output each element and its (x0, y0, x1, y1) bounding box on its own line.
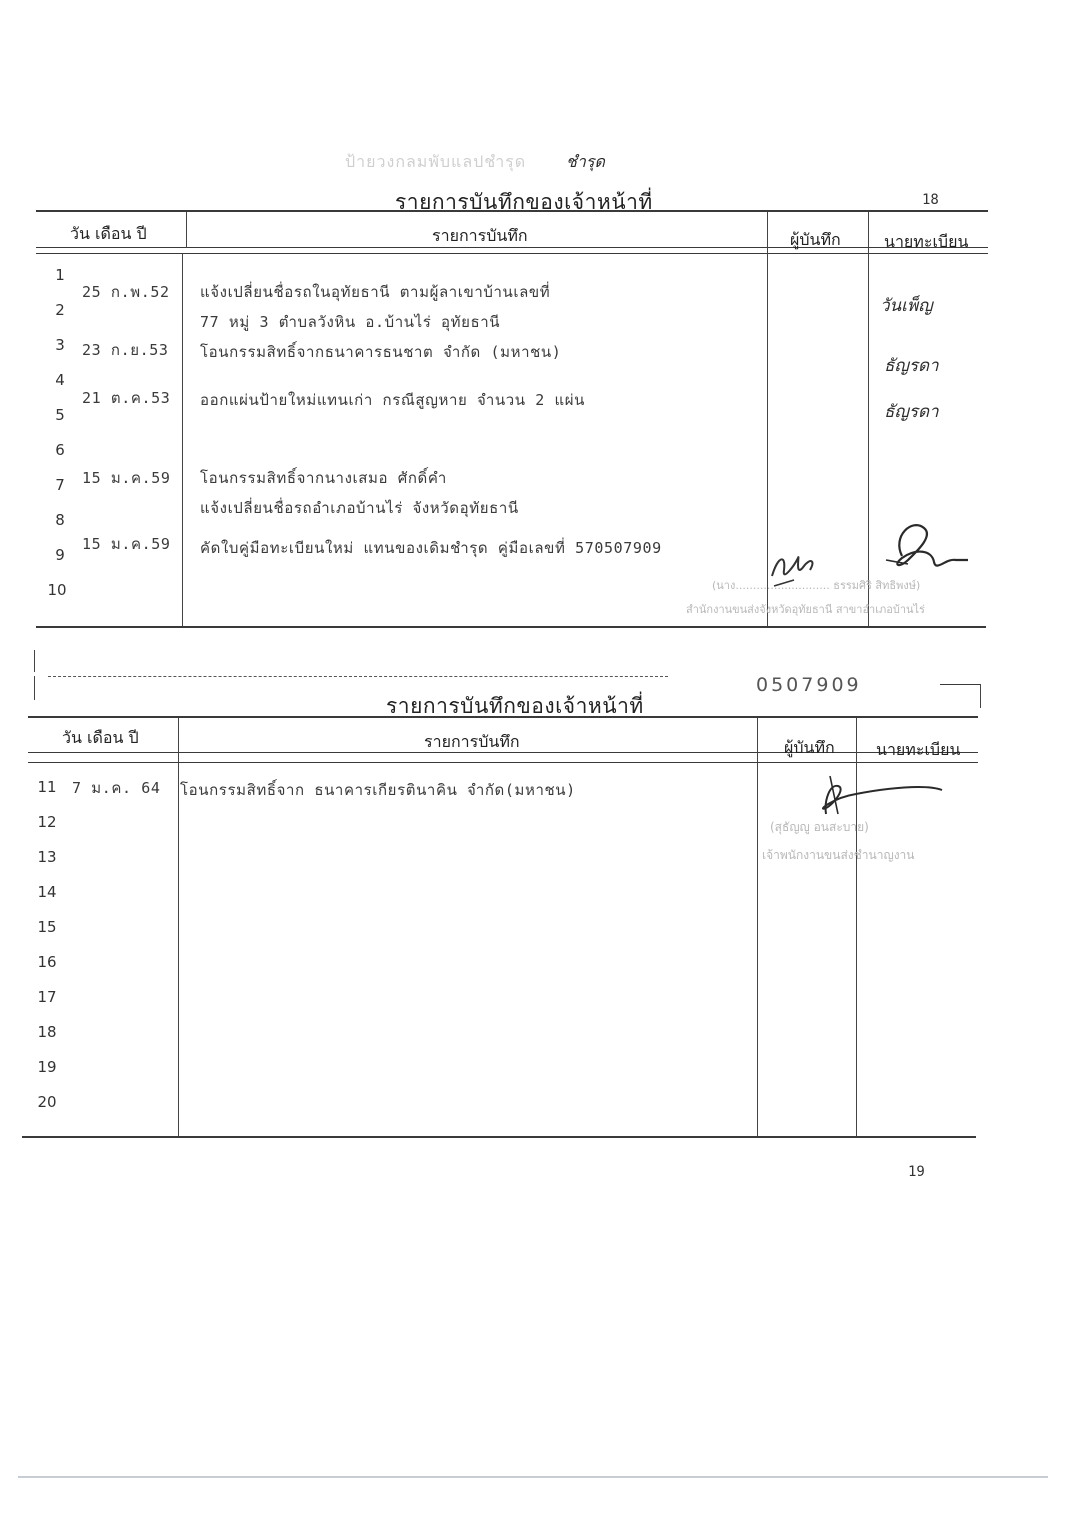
row-number: 8 (55, 511, 65, 529)
page-edge (34, 650, 35, 672)
registrar-signature: วันเพ็ญ (880, 296, 933, 316)
entry-date: 15 ม.ค.59 (82, 469, 171, 487)
column-divider (868, 212, 869, 626)
entry-date: 21 ต.ค.53 (82, 389, 171, 407)
header-registrar: นายทะเบียน (884, 232, 969, 251)
row-number: 20 (37, 1093, 57, 1111)
registrar-signature: ธัญรดา (884, 356, 939, 376)
header-double-line (36, 253, 988, 254)
smudged-text: ป้ายวงกลมพับแลปชำรุด (345, 152, 527, 171)
header-mark (940, 684, 980, 685)
entry-text: แจ้งเปลี่ยนชื่อรถในอุทัยธานี ตามผู้ลาเขาบ้านเลขที่ (200, 283, 551, 301)
row-number: 4 (55, 371, 65, 389)
page-edge (980, 684, 981, 708)
header-date: วัน เดือน ปี (70, 224, 147, 243)
row-number: 7 (55, 476, 65, 494)
page-number: 18 (922, 192, 939, 208)
table-top-border (36, 210, 988, 212)
entry-text: 77 หมู่ 3 ตำบลวังหิน อ.บ้านไร่ อุทัยธานี (200, 313, 501, 331)
row-number: 3 (55, 336, 65, 354)
perforation-line (48, 676, 668, 677)
header-recorder: ผู้บันทึก (790, 230, 841, 249)
column-divider (186, 212, 187, 248)
header-date: วัน เดือน ปี (62, 728, 139, 747)
row-number: 13 (37, 848, 57, 866)
column-divider (757, 718, 758, 1136)
official-stamp-name: (สุธัญญู อนสะบาย) (770, 820, 869, 834)
row-number: 14 (37, 883, 57, 901)
row-number: 5 (55, 406, 65, 424)
column-divider (182, 254, 183, 626)
row-number: 2 (55, 301, 65, 319)
header-double-line (28, 762, 978, 763)
entry-text: โอนกรรมสิทธิ์จากนางเสมอ ศักดิ์คำ (200, 469, 447, 487)
scan-edge-line (18, 1476, 1048, 1478)
entry-text: โอนกรรมสิทธิ์จาก ธนาคารเกียรตินาคิน จำกัด(มหาชน) (180, 781, 576, 799)
page-number: 19 (908, 1164, 925, 1180)
entry-date: 25 ก.พ.52 (82, 283, 170, 301)
table-bottom-border (22, 1136, 976, 1138)
row-number: 6 (55, 441, 65, 459)
row-number: 17 (37, 988, 57, 1006)
table-bottom-border (36, 626, 986, 628)
official-stamp-office: สำนักงานขนส่งจังหวัดอุทัยธานี สาขาอำเภอบ้านไร่ (686, 603, 925, 616)
page-title: รายการบันทึกของเจ้าหน้าที่ (386, 694, 644, 718)
official-stamp-name: (นาง........................... ธรรมศิริ สิทธิพงษ์) (712, 579, 921, 592)
row-number: 16 (37, 953, 57, 971)
recorder-signature-icon (796, 770, 946, 822)
page-edge (34, 676, 35, 700)
entry-text: แจ้งเปลี่ยนชื่อรถอำเภอบ้านไร่ จังหวัดอุทัยธานี (200, 499, 519, 517)
registrar-signature: ธัญรดา (884, 402, 939, 422)
header-registrar: นายทะเบียน (876, 740, 961, 759)
page-title: รายการบันทึกของเจ้าหน้าที่ (395, 190, 653, 214)
row-number: 19 (37, 1058, 57, 1076)
row-number: 15 (37, 918, 57, 936)
column-divider (178, 718, 179, 1136)
row-number: 12 (37, 813, 57, 831)
official-stamp-office: เจ้าพนักงานขนส่งชำนาญงาน (762, 848, 915, 862)
row-number: 9 (55, 546, 65, 564)
header-recorder: ผู้บันทึก (784, 738, 835, 757)
entry-text: คัดใบคู่มือทะเบียนใหม่ แทนของเดิมชำรุด คู่มือเลขที่ 570507909 (200, 539, 662, 557)
entry-date: 15 ม.ค.59 (82, 535, 171, 553)
header-entry: รายการบันทึก (424, 732, 520, 751)
row-number: 10 (47, 581, 67, 599)
table-top-border (28, 716, 978, 718)
row-number: 11 (37, 778, 57, 796)
entry-date: 23 ก.ย.53 (82, 341, 169, 359)
book-number: 0507909 (756, 674, 862, 696)
entry-date: 7 ม.ค. 64 (72, 779, 161, 797)
row-number: 18 (37, 1023, 57, 1041)
row-number: 1 (55, 266, 65, 284)
entry-text: โอนกรรมสิทธิ์จากธนาคารธนชาต จำกัด (มหาชน) (200, 343, 562, 361)
header-entry: รายการบันทึก (432, 226, 528, 245)
damaged-stamp: ชำรุด (566, 152, 605, 171)
entry-text: ออกแผ่นป้ายใหม่แทนเก่า กรณีสูญหาย จำนวน 2 แผ่น (200, 391, 585, 409)
